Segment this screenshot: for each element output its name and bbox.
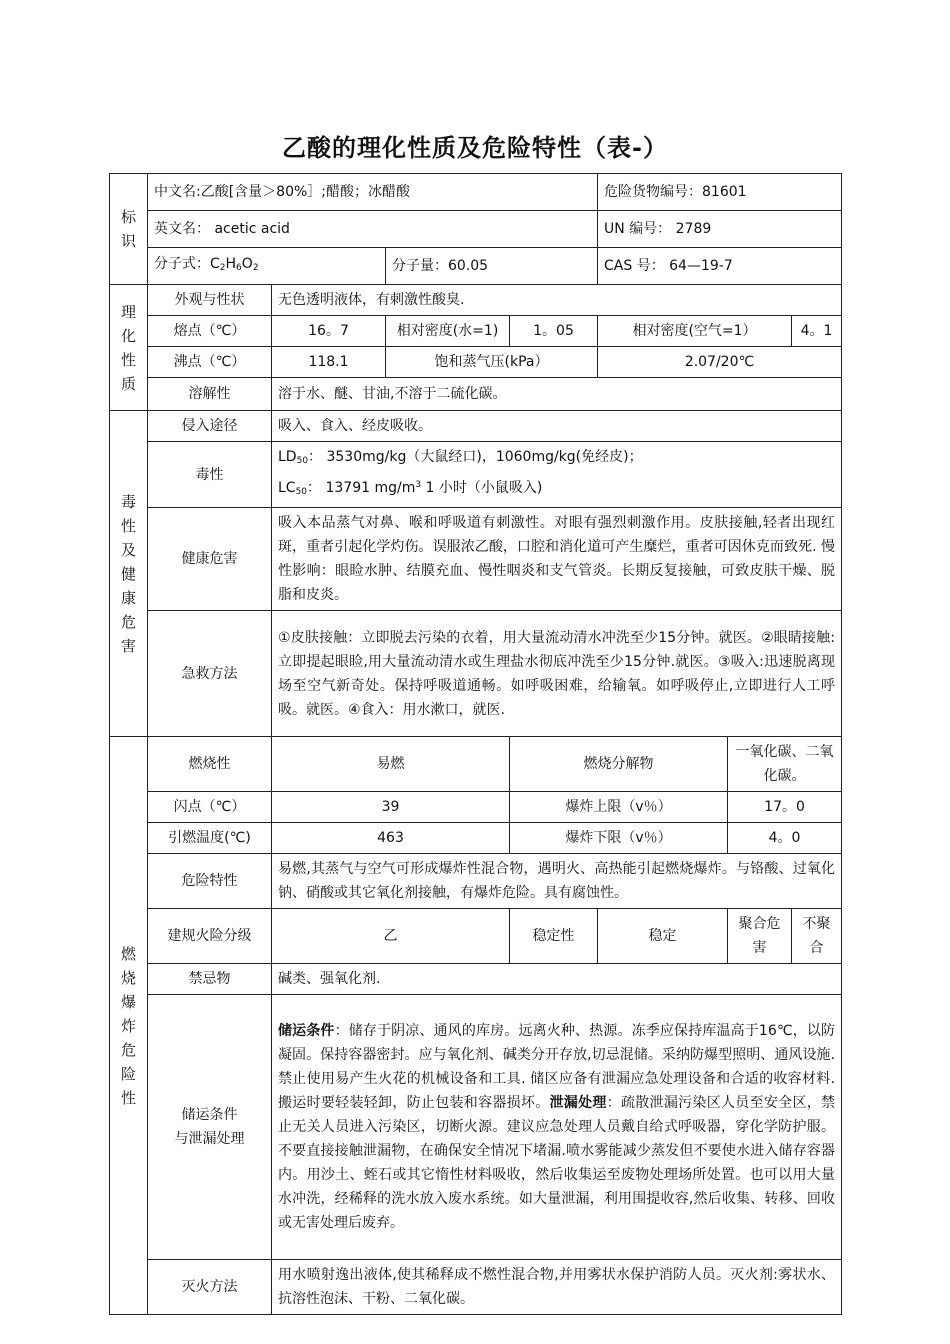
combustibility-value: 易燃 (272, 737, 510, 792)
vapor-pressure-value: 2.07/20℃ (598, 347, 842, 378)
rel-density-air-value: 4。1 (792, 316, 842, 347)
solubility-label: 溶解性 (148, 378, 272, 411)
appearance-value: 无色透明液体，有刺激性酸臭. (272, 285, 842, 316)
lower-limit-label: 爆炸下限（v％） (510, 823, 728, 854)
storage-label: 储运条件 与泄漏处理 (148, 995, 272, 1260)
extinguish-label: 灭火方法 (148, 1260, 272, 1315)
combustibility-label: 燃烧性 (148, 737, 272, 792)
leak-heading: 泄漏处理 (549, 1095, 607, 1111)
vapor-pressure-label: 饱和蒸气压(kPa） (386, 347, 598, 378)
ld50-line: $LD_{50}$： 3530mg/kg（大鼠经口)，1060mg/kg(免经皮)； (278, 449, 643, 466)
molecular-weight: 分子量：60.05 (386, 248, 598, 285)
extinguish-value: 用水喷射逸出液体,使其稀释成不燃性混合物,并用雾状水保护消防人员。灭火剂:雾状水、抗溶性泡沫、干粉、二氧化碳。 (272, 1260, 842, 1315)
ignition-temp-label: 引燃温度(℃) (148, 823, 272, 854)
health-label: 健康危害 (148, 508, 272, 611)
ignition-temp-value: 463 (272, 823, 510, 854)
fire-class-value: 乙 (272, 909, 510, 964)
stability-value: 稳定 (598, 909, 728, 964)
formula: 分子式：$C_2H_6O_2$ (148, 248, 386, 285)
lc50-line: $LC_{50}$： 13791 $mg/m^3$ 1 小时（小鼠吸入) (278, 480, 543, 497)
section-toxicity: 毒 性 及 健 康 危 害 (110, 411, 148, 737)
toxicity-value (272, 442, 842, 508)
hazard-number: 危险货物编号：81601 (598, 174, 842, 211)
un-number: UN 编号： 2789 (598, 211, 842, 248)
upper-limit-label: 爆炸上限（v％） (510, 792, 728, 823)
polymerization-value: 不聚合 (792, 909, 842, 964)
page-title: 乙酸的理化性质及危险特性（表-） (282, 134, 668, 162)
storage-heading: 储运条件 (278, 1023, 335, 1039)
polymerization-label: 聚合危害 (728, 909, 792, 964)
combustion-products-label: 燃烧分解物 (510, 737, 728, 792)
hazard-label: 危险特性 (148, 854, 272, 909)
forbidden-value: 碱类、强氧化剂. (272, 964, 842, 995)
first-aid-value: ①皮肤接触：立即脱去污染的衣着，用大量流动清水冲洗至少15分钟。就医。②眼睛接触:立即提起眼睑,用大量流动清水或生理盐水彻底冲洗至少15分钟.就医。③吸入:迅速脱离现场至空气新奇处。保持呼吸道通畅。如呼吸困难，给输氧。如呼吸停止,立即进行人工呼吸。就医。④食入：用水漱口，就医. (272, 611, 842, 737)
stability-label: 稳定性 (510, 909, 598, 964)
boiling-point-label: 沸点（℃） (148, 347, 272, 378)
melting-point-value: 16。7 (272, 316, 386, 347)
cn-name: 中文名:乙酸[含量＞80%］;醋酸；冰醋酸 (148, 174, 598, 211)
rel-density-water-label: 相对密度(水=1) (386, 316, 510, 347)
toxicity-label: 毒性 (148, 442, 272, 508)
section-fire: 燃 烧 爆 炸 危 险 性 (110, 737, 148, 1315)
cas-number: CAS 号： 64—19-7 (598, 248, 842, 285)
combustion-products-value: 一氧化碳、二氧化碳。 (728, 737, 842, 792)
rel-density-water-value: 1。05 (510, 316, 598, 347)
flash-point-value: 39 (272, 792, 510, 823)
forbidden-label: 禁忌物 (148, 964, 272, 995)
fire-class-label: 建规火险分级 (148, 909, 272, 964)
health-value: 吸入本品蒸气对鼻、喉和呼吸道有刺激性。对眼有强烈刺激作用。皮肤接触,轻者出现红斑，重者引起化学灼伤。误服浓乙酸，口腔和消化道可产生糜烂，重者可因休克而致死. 慢性影响：眼睑水肿、结膜充血、慢性咽炎和支气管炎。长期反复接触，可致皮肤干燥、脱脂和皮炎。 (272, 508, 842, 611)
rel-density-air-label: 相对密度(空气=1） (598, 316, 792, 347)
section-physchem: 理 化 性 质 (110, 285, 148, 411)
appearance-label: 外观与性状 (148, 285, 272, 316)
en-name: 英文名： acetic acid (148, 211, 598, 248)
hazard-value: 易燃,其蒸气与空气可形成爆炸性混合物，遇明火、高热能引起燃烧爆炸。与铬酸、过氧化钠、硝酸或其它氧化剂接触，有爆炸危险。具有腐蚀性。 (272, 854, 842, 909)
upper-limit-value: 17。0 (728, 792, 842, 823)
boiling-point-value: 118.1 (272, 347, 386, 378)
route-label: 侵入途径 (148, 411, 272, 442)
melting-point-label: 熔点（℃） (148, 316, 272, 347)
storage-value: 储运条件：储存于阴凉、通风的库房。远离火种、热源。冻季应保持库温高于16℃，以防凝固。保持容器密封。应与氧化剂、碱类分开存放,切忌混储。采纳防爆型照明、通风设施. 禁止使用易产生火花的机械设备和工具. 储区应备有泄漏应急处理设备和合适的收容材料. 搬运时要轻装轻卸，防止包装和容器损坏。泄漏处理：疏散泄漏污染区人员至安全区，禁止无关人员进入污染区，切断火源。建议应急处理人员戴自给式呼吸器，穿化学防护服。不要直接接触泄漏物，在确保安全情况下堵漏.喷水雾能减少蒸发但不要使水进入储存容器内。用沙土、蛭石或其它惰性材料吸收，然后收集运至废物处理场所处置。也可以用大量水冲洗，经稀释的洗水放入废水系统。如大量泄漏，利用围提收容,然后收集、转移、回收或无害处理后废弃。 (272, 995, 842, 1260)
msds-table (109, 173, 842, 1315)
route-value: 吸入、食入、经皮吸收。 (272, 411, 842, 442)
flash-point-label: 闪点（℃） (148, 792, 272, 823)
lower-limit-value: 4。0 (728, 823, 842, 854)
section-identity: 标 识 (110, 174, 148, 285)
first-aid-label: 急救方法 (148, 611, 272, 737)
solubility-value: 溶于水、醚、甘油,不溶于二硫化碳。 (272, 378, 842, 411)
